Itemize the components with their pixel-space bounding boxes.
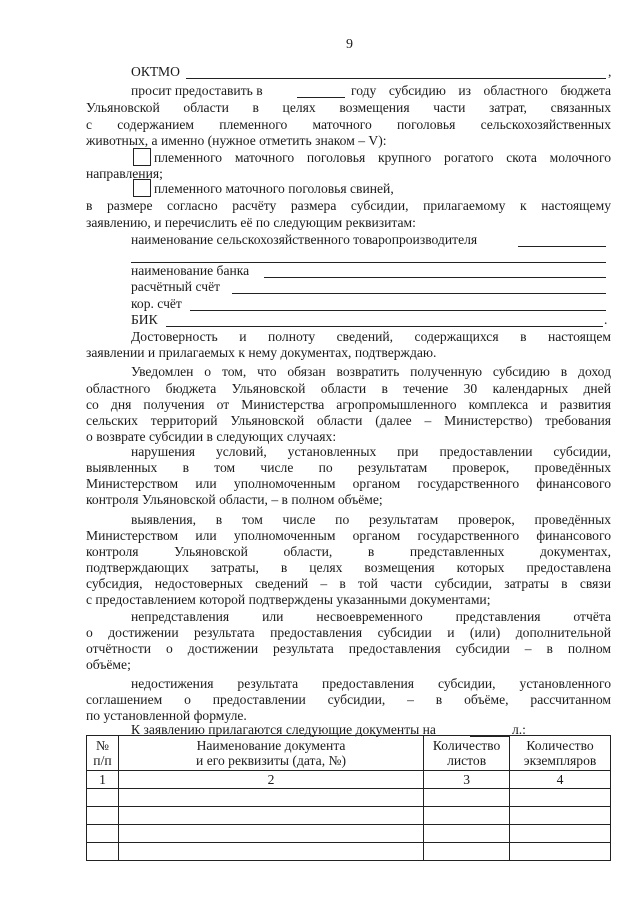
- header-document: Наименование документа и его реквизиты (дата, №): [118, 736, 423, 771]
- account-field[interactable]: [232, 293, 606, 294]
- request-line-1a: просит предоставить в: [131, 83, 263, 98]
- header-sheets: Количество листов: [424, 736, 510, 771]
- case3-line-1: непредставления или несвоевременного представления отчёта: [131, 609, 611, 624]
- case2-line-2: Министерством или уполномоченным органом государственного финансового: [86, 528, 611, 543]
- table-row[interactable]: [87, 825, 611, 843]
- oktmo-label: ОКТМО: [131, 64, 180, 79]
- table-row[interactable]: [87, 807, 611, 825]
- option-pigs-checkbox[interactable]: [133, 179, 151, 197]
- request-line-2: Ульяновской области в целях возмещения части затрат, связанных: [86, 100, 611, 115]
- confirm-line-1: Достоверность и полноту сведений, содержащихся в настоящем: [131, 329, 611, 344]
- request-line-3: с содержанием племенного маточного поголовья сельскохозяйственных: [86, 117, 611, 132]
- notice-line-5: о возврате субсидии в следующих случаях:: [86, 429, 337, 444]
- case1-line-3: Министерством или уполномоченным органом государственного финансового: [86, 476, 611, 491]
- bik-label: БИК: [131, 312, 158, 327]
- corr-account-field[interactable]: [190, 310, 606, 311]
- col-number-3: 3: [424, 771, 510, 789]
- notice-line-4: сельских территорий Ульяновской области (далее – Министерство) требования: [86, 413, 611, 428]
- attachments-label: К заявлению прилагаются следующие документы на: [131, 722, 436, 737]
- request-line-1b: году субсидию из областного бюджета: [351, 83, 611, 98]
- table-row[interactable]: [87, 843, 611, 861]
- attachments-table: [86, 735, 611, 861]
- option-cattle-line-2: направления;: [86, 166, 163, 181]
- case4-line-3: по установленной формуле.: [86, 708, 247, 723]
- case1-line-2: выявленных в том числе по результатам проверок, проведённых: [86, 460, 611, 475]
- oktmo-comma: ,: [608, 64, 612, 79]
- case4-line-2: соглашением о предоставлении субсидии, – в объёме, рассчитанном: [86, 692, 611, 707]
- case4-line-1: недостижения результата предоставления субсидии, установленного: [131, 676, 611, 691]
- case2-line-3: контроля Ульяновской области, в представленных документах,: [86, 544, 611, 559]
- option-cattle-line-1: племенного маточного поголовья крупного рогатого скота молочного: [154, 150, 611, 165]
- header-copies: Количество экземпляров: [510, 736, 611, 771]
- confirm-line-2: заявлении и прилагаемых к нему документах, подтверждаю.: [86, 345, 437, 360]
- corr-account-label: кор. счёт: [131, 296, 182, 311]
- bik-end: .: [604, 312, 608, 327]
- case2-line-1: выявления, в том числе по результатам проверок, проведённых: [131, 512, 611, 527]
- bank-field[interactable]: [264, 277, 606, 278]
- amount-line-2: заявлению, и перечислить её по следующим реквизитам:: [86, 215, 416, 230]
- table-row[interactable]: [87, 789, 611, 807]
- notice-line-1: Уведомлен о том, что обязан возвратить полученную субсидию в доход: [131, 364, 611, 379]
- case2-line-4: подтверждающих затраты, в целях возмещения которых предоставлена: [86, 560, 611, 575]
- case1-line-1: нарушения условий, установленных при предоставлении субсидии,: [131, 444, 611, 459]
- case1-line-4: контроля Ульяновской области, – в полном объёме;: [86, 492, 383, 507]
- table-numbering-row: [87, 771, 611, 789]
- page-number: 9: [346, 37, 353, 52]
- attachments-suffix: л.:: [512, 722, 526, 737]
- bank-label: наименование банка: [131, 263, 250, 278]
- case2-line-5: субсидия, недостоверных сведений – в той части субсидии, затраты в связи: [86, 576, 611, 591]
- option-cattle-checkbox[interactable]: [133, 148, 151, 166]
- case3-line-3: отчётности о достижении результата предоставления субсидии – в полном: [86, 641, 611, 656]
- case2-line-6: с предоставлением которой подтверждены указанными документами;: [86, 592, 491, 607]
- account-label: расчётный счёт: [131, 279, 221, 294]
- col-number-4: 4: [510, 771, 611, 789]
- notice-line-3: со дня получения от Министерства агропромышленного комплекса и развития: [86, 397, 611, 412]
- bik-field[interactable]: [166, 326, 603, 327]
- case3-line-4: объёме;: [86, 657, 131, 672]
- col-number-1: 1: [87, 771, 119, 789]
- year-field[interactable]: [297, 97, 345, 98]
- notice-line-2: областного бюджета Ульяновской области в течение 30 календарных дней: [86, 381, 611, 396]
- request-line-4: животных, а именно (нужное отметить знаком – V):: [86, 133, 387, 148]
- table-header-row: [87, 736, 611, 771]
- oktmo-field[interactable]: [186, 78, 606, 79]
- producer-field[interactable]: [518, 246, 606, 247]
- col-number-2: 2: [118, 771, 423, 789]
- producer-label: наименование сельскохозяйственного товаропроизводителя: [131, 232, 478, 247]
- option-pigs-line: племенного маточного поголовья свиней,: [154, 181, 394, 196]
- case3-line-2: о достижении результата предоставления субсидии и (или) дополнительной: [86, 625, 611, 640]
- header-number: № п/п: [87, 736, 119, 771]
- amount-line-1: в размере согласно расчёту размера субсидии, прилагаемому к настоящему: [86, 198, 611, 213]
